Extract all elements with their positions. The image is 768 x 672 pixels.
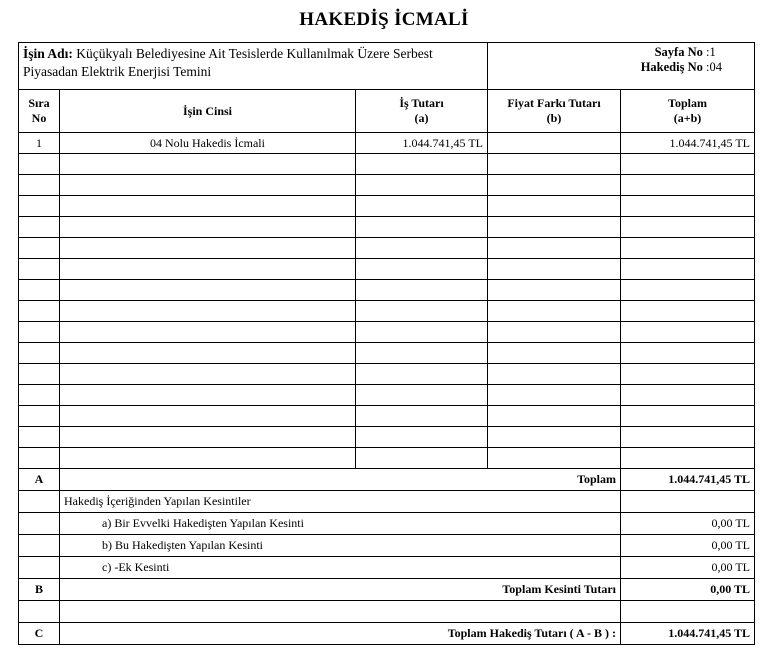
col-fark: Fiyat Farkı Tutarı (b)	[488, 90, 621, 133]
page-value: :1	[706, 45, 716, 59]
icmal-sheet	[18, 42, 754, 645]
code-b: B	[19, 579, 60, 601]
empty-row	[19, 448, 755, 469]
empty-row	[19, 196, 755, 217]
empty-row	[19, 406, 755, 427]
col-sira: Sıra No	[19, 90, 60, 133]
meta-cell	[488, 43, 755, 90]
col-cins: İşin Cinsi	[60, 90, 356, 133]
code-c: C	[19, 623, 60, 645]
row-toplam: 1.044.741,45 TL	[621, 133, 755, 154]
page-label: Sayfa No	[654, 45, 703, 59]
deduction-c-value: 0,00 TL	[621, 557, 755, 579]
empty-row	[19, 217, 755, 238]
total-b-label: Toplam Kesinti Tutarı	[60, 579, 621, 601]
total-a-label: Toplam	[60, 469, 621, 491]
row-no: 1	[19, 133, 60, 154]
job-label: İşin Adı:	[23, 46, 73, 61]
empty-row	[19, 322, 755, 343]
spacer-row	[19, 601, 755, 623]
deduction-c-row	[19, 557, 755, 579]
hakedis-value: :04	[706, 60, 722, 74]
total-b-row	[19, 579, 755, 601]
deduction-b-label: b) Bu Hakedişten Yapılan Kesinti	[60, 535, 621, 557]
deductions-title-row	[19, 491, 755, 513]
empty-row	[19, 364, 755, 385]
icmal-table	[18, 42, 755, 645]
hakedis-label: Hakediş No	[640, 60, 703, 74]
total-c-value: 1.044.741,45 TL	[621, 623, 755, 645]
empty-row	[19, 427, 755, 448]
header-row	[19, 43, 755, 90]
total-c-label: Toplam Hakediş Tutarı ( A - B ) :	[60, 623, 621, 645]
empty-row	[19, 259, 755, 280]
page-title: HAKEDİŞ İCMALİ	[299, 9, 469, 30]
total-a-value: 1.044.741,45 TL	[621, 469, 755, 491]
job-name: Küçükyalı Belediyesine Ait Tesislerde Kullanılmak Üzere Serbest Piyasadan Elektrik Enerjisi Temini	[23, 46, 433, 79]
empty-row	[19, 238, 755, 259]
row-fark	[488, 133, 621, 154]
total-a-row	[19, 469, 755, 491]
deduction-a-label: a) Bir Evvelki Hakedişten Yapılan Kesinti	[60, 513, 621, 535]
deduction-a-row	[19, 513, 755, 535]
empty-row	[19, 301, 755, 322]
empty-row	[19, 343, 755, 364]
deduction-a-value: 0,00 TL	[621, 513, 755, 535]
column-header-row	[19, 90, 755, 133]
empty-row	[19, 154, 755, 175]
col-toplam: Toplam (a+b)	[621, 90, 755, 133]
deductions-title: Hakediş İçeriğinden Yapılan Kesintiler	[60, 491, 621, 513]
code-a: A	[19, 469, 60, 491]
total-b-value: 0,00 TL	[621, 579, 755, 601]
job-name-cell	[19, 43, 488, 90]
deduction-b-value: 0,00 TL	[621, 535, 755, 557]
total-c-row	[19, 623, 755, 645]
row-tutar: 1.044.741,45 TL	[356, 133, 488, 154]
empty-row	[19, 280, 755, 301]
empty-row	[19, 175, 755, 196]
table-row	[19, 133, 755, 154]
deduction-c-label: c) -Ek Kesinti	[60, 557, 621, 579]
empty-row	[19, 385, 755, 406]
col-tutar: İş Tutarı (a)	[356, 90, 488, 133]
deduction-b-row	[19, 535, 755, 557]
row-desc: 04 Nolu Hakedis İcmali	[60, 133, 356, 154]
